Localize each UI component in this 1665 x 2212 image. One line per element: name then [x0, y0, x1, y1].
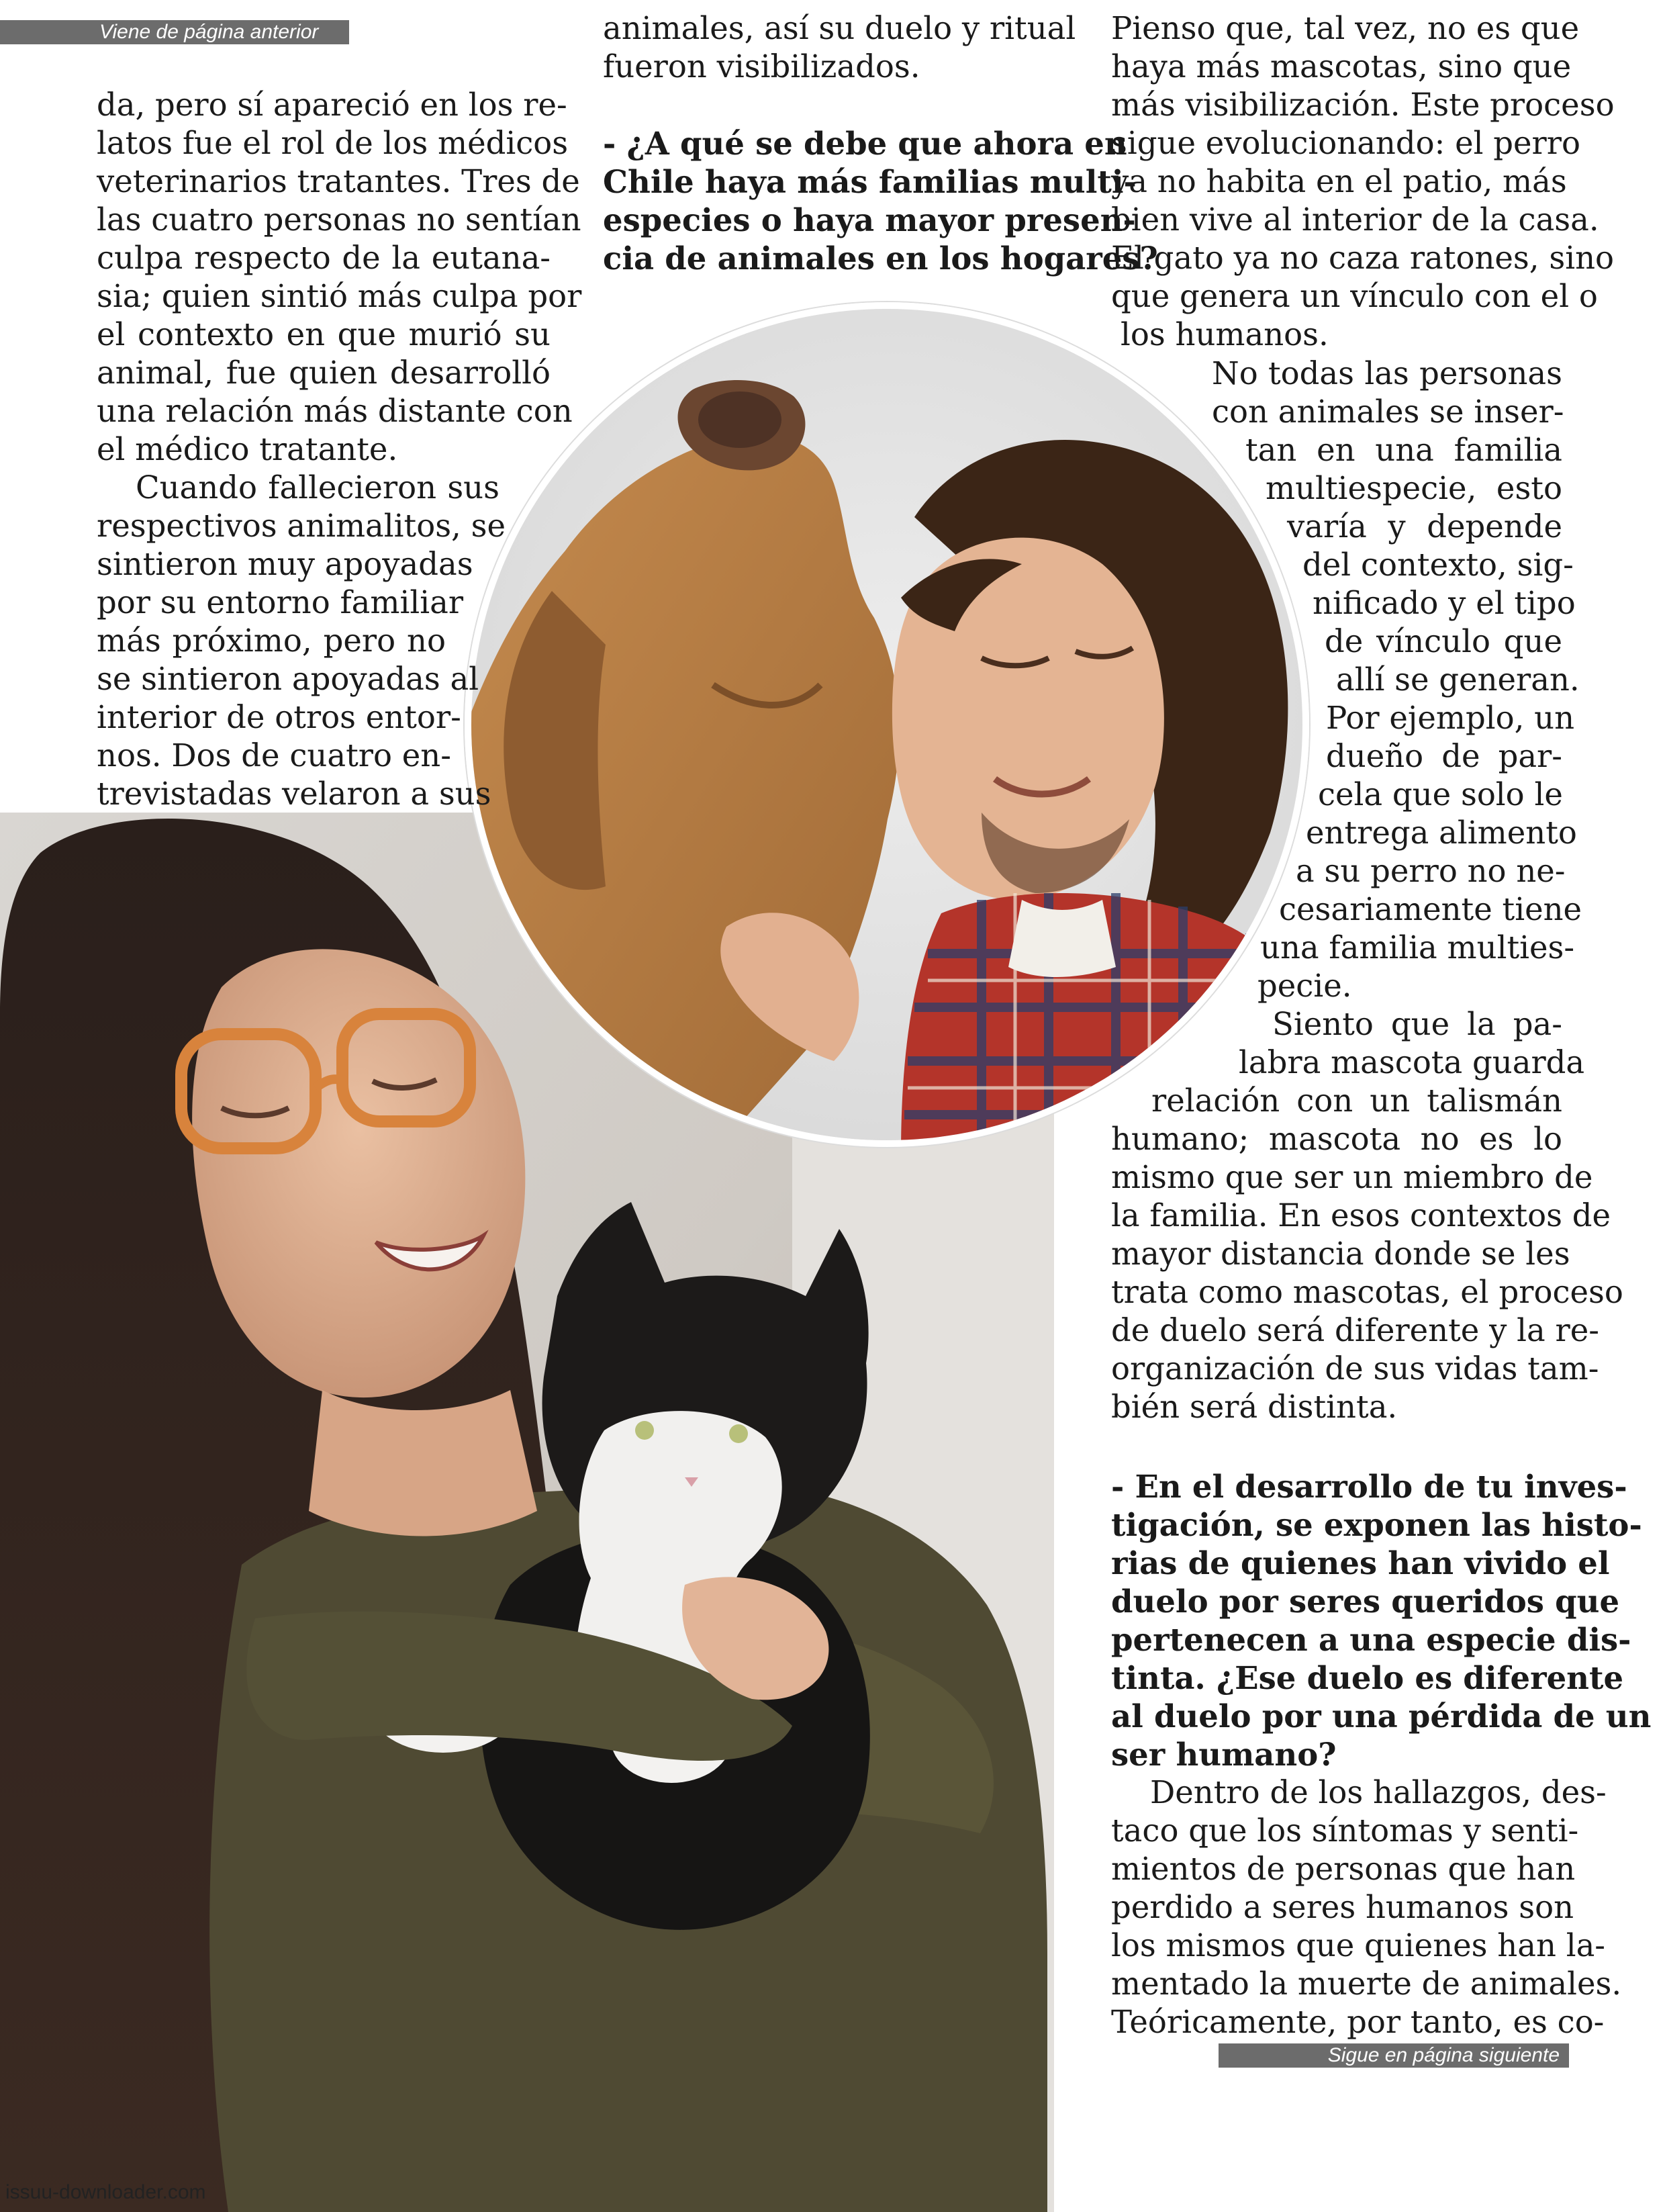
- text-line: entrega alimento: [1306, 815, 1577, 851]
- text-line: Pienso que, tal vez, no es que: [1111, 10, 1580, 46]
- text-line: veterinarios tratantes. Tres de: [97, 163, 580, 199]
- column-3-paragraph-1: [1111, 9, 1615, 354]
- text-line: interior de otros entor-: [97, 699, 461, 735]
- text-line: tinta. ¿Ese duelo es diferente: [1111, 1659, 1624, 1696]
- text-line: Dentro de los hallazgos, des-: [1150, 1774, 1607, 1810]
- text-line: haya más mascotas, sino que: [1111, 48, 1572, 85]
- next-page-label: Sigue en página siguiente: [1219, 2043, 1569, 2068]
- text-line: una familia multies-: [1260, 929, 1575, 966]
- text-line: mayor distancia donde se les: [1111, 1236, 1570, 1272]
- text-line: al duelo por una pérdida de un: [1111, 1698, 1652, 1735]
- text-line: cesariamente tiene: [1279, 891, 1582, 927]
- text-line: - ¿A qué se debe que ahora en: [603, 125, 1127, 162]
- column-3-paragraph-2: [1111, 355, 1623, 1426]
- text-line: duelo por seres queridos que: [1111, 1583, 1620, 1620]
- text-line: tan en una familia: [1245, 432, 1562, 468]
- column-1-paragraph-1: [97, 86, 582, 469]
- text-line: respectivos animalitos, se: [97, 508, 506, 544]
- column-1-paragraph-2: [97, 469, 506, 813]
- text-line: sia; quien sintió más culpa por: [97, 278, 582, 314]
- text-line: Teóricamente, por tanto, es co-: [1111, 2004, 1605, 2040]
- text-line: relación con un talismán: [1151, 1082, 1562, 1119]
- column-2-text: [603, 9, 1158, 277]
- text-line: Por ejemplo, un: [1326, 700, 1575, 736]
- text-line: con animales se inser-: [1212, 394, 1564, 430]
- text-line: los humanos.: [1121, 316, 1329, 353]
- text-line: da, pero sí apareció en los re-: [97, 87, 567, 123]
- text-line: pertenecen a una especie dis-: [1111, 1621, 1631, 1658]
- text-line: Siento que la pa-: [1272, 1006, 1562, 1042]
- text-line: rias de quienes han vivido el: [1111, 1545, 1610, 1581]
- watermark: issuu-downloader.com: [5, 2181, 206, 2203]
- text-line: multiespecie, esto: [1266, 470, 1562, 506]
- text-line: las cuatro personas no sentían: [97, 201, 581, 238]
- text-line: Cuando fallecieron sus: [136, 469, 500, 506]
- text-line: ya no habita en el patio, más: [1111, 163, 1567, 199]
- text-line: nificado y el tipo: [1313, 585, 1576, 621]
- text-line: tigación, se exponen las histo-: [1111, 1506, 1642, 1543]
- text-line: más visibilización. Este proceso: [1111, 87, 1615, 123]
- text-line: especies o haya mayor presen-: [603, 201, 1136, 238]
- text-line: nos. Dos de cuatro en-: [97, 737, 451, 774]
- text-line: - En el desarrollo de tu inves-: [1111, 1468, 1627, 1505]
- text-line: por su entorno familiar: [97, 584, 464, 620]
- text-line: ser humano?: [1111, 1736, 1337, 1773]
- text-line: sintieron muy apoyadas: [97, 546, 473, 582]
- text-line: el contexto en que murió su: [97, 316, 551, 353]
- text-line: se sintieron apoyadas al: [97, 661, 479, 697]
- previous-page-label: Viene de página anterior: [0, 20, 349, 44]
- text-line: cela que solo le: [1318, 776, 1563, 813]
- text-line: pecie.: [1257, 968, 1352, 1004]
- text-line: taco que los síntomas y senti-: [1111, 1812, 1579, 1849]
- text-line: perdido a seres humanos son: [1111, 1889, 1574, 1925]
- text-line: bien vive al interior de la casa.: [1111, 201, 1599, 238]
- text-line: humano; mascota no es lo: [1111, 1121, 1562, 1157]
- text-line: mientos de personas que han: [1111, 1851, 1576, 1887]
- text-line: la familia. En esos contextos de: [1111, 1197, 1611, 1234]
- text-line: dueño de par-: [1326, 738, 1562, 774]
- text-line: de vínculo que: [1325, 623, 1562, 659]
- text-line: organización de sus vidas tam-: [1111, 1350, 1599, 1387]
- interview-answer-2: [1111, 1773, 1622, 2041]
- text-line: labra mascota guarda: [1239, 1044, 1585, 1080]
- interview-question-1: [603, 124, 1158, 277]
- text-line: cia de animales en los hogares?: [603, 240, 1158, 277]
- text-line: trevistadas velaron a sus: [97, 776, 491, 812]
- text-line: sigue evolucionando: el perro: [1111, 125, 1580, 161]
- text-line: los mismos que quienes han la-: [1111, 1927, 1606, 1964]
- text-line: animales, así su duelo y ritual: [603, 10, 1076, 46]
- text-line: El gato ya no caza ratones, sino: [1111, 240, 1615, 276]
- text-line: trata como mascotas, el proceso: [1111, 1274, 1623, 1310]
- column-3-interview: [1111, 1467, 1652, 2041]
- interview-question-2: [1111, 1467, 1652, 1773]
- text-line: que genera un vínculo con el o: [1111, 278, 1598, 314]
- text-line: latos fue el rol de los médicos: [97, 125, 569, 161]
- text-line: No todas las personas: [1212, 355, 1562, 391]
- text-line: el médico tratante.: [97, 431, 398, 467]
- text-line: a su perro no ne-: [1296, 853, 1566, 889]
- text-line: del contexto, sig-: [1302, 547, 1574, 583]
- text-line: varía y depende: [1287, 508, 1562, 545]
- text-line: mentado la muerte de animales.: [1111, 1966, 1622, 2002]
- text-line: una relación más distante con: [97, 393, 573, 429]
- text-line: mismo que ser un miembro de: [1111, 1159, 1593, 1195]
- text-line: Chile haya más familias multi-: [603, 163, 1137, 200]
- text-line: bién será distinta.: [1111, 1389, 1398, 1425]
- text-line: culpa respecto de la eutana-: [97, 240, 551, 276]
- text-line: más próximo, pero no: [97, 623, 446, 659]
- text-line: allí se generan.: [1336, 661, 1580, 698]
- text-line: animal, fue quien desarrolló: [97, 355, 551, 391]
- text-line: fueron visibilizados.: [603, 48, 920, 85]
- text-line: de duelo será diferente y la re-: [1111, 1312, 1599, 1348]
